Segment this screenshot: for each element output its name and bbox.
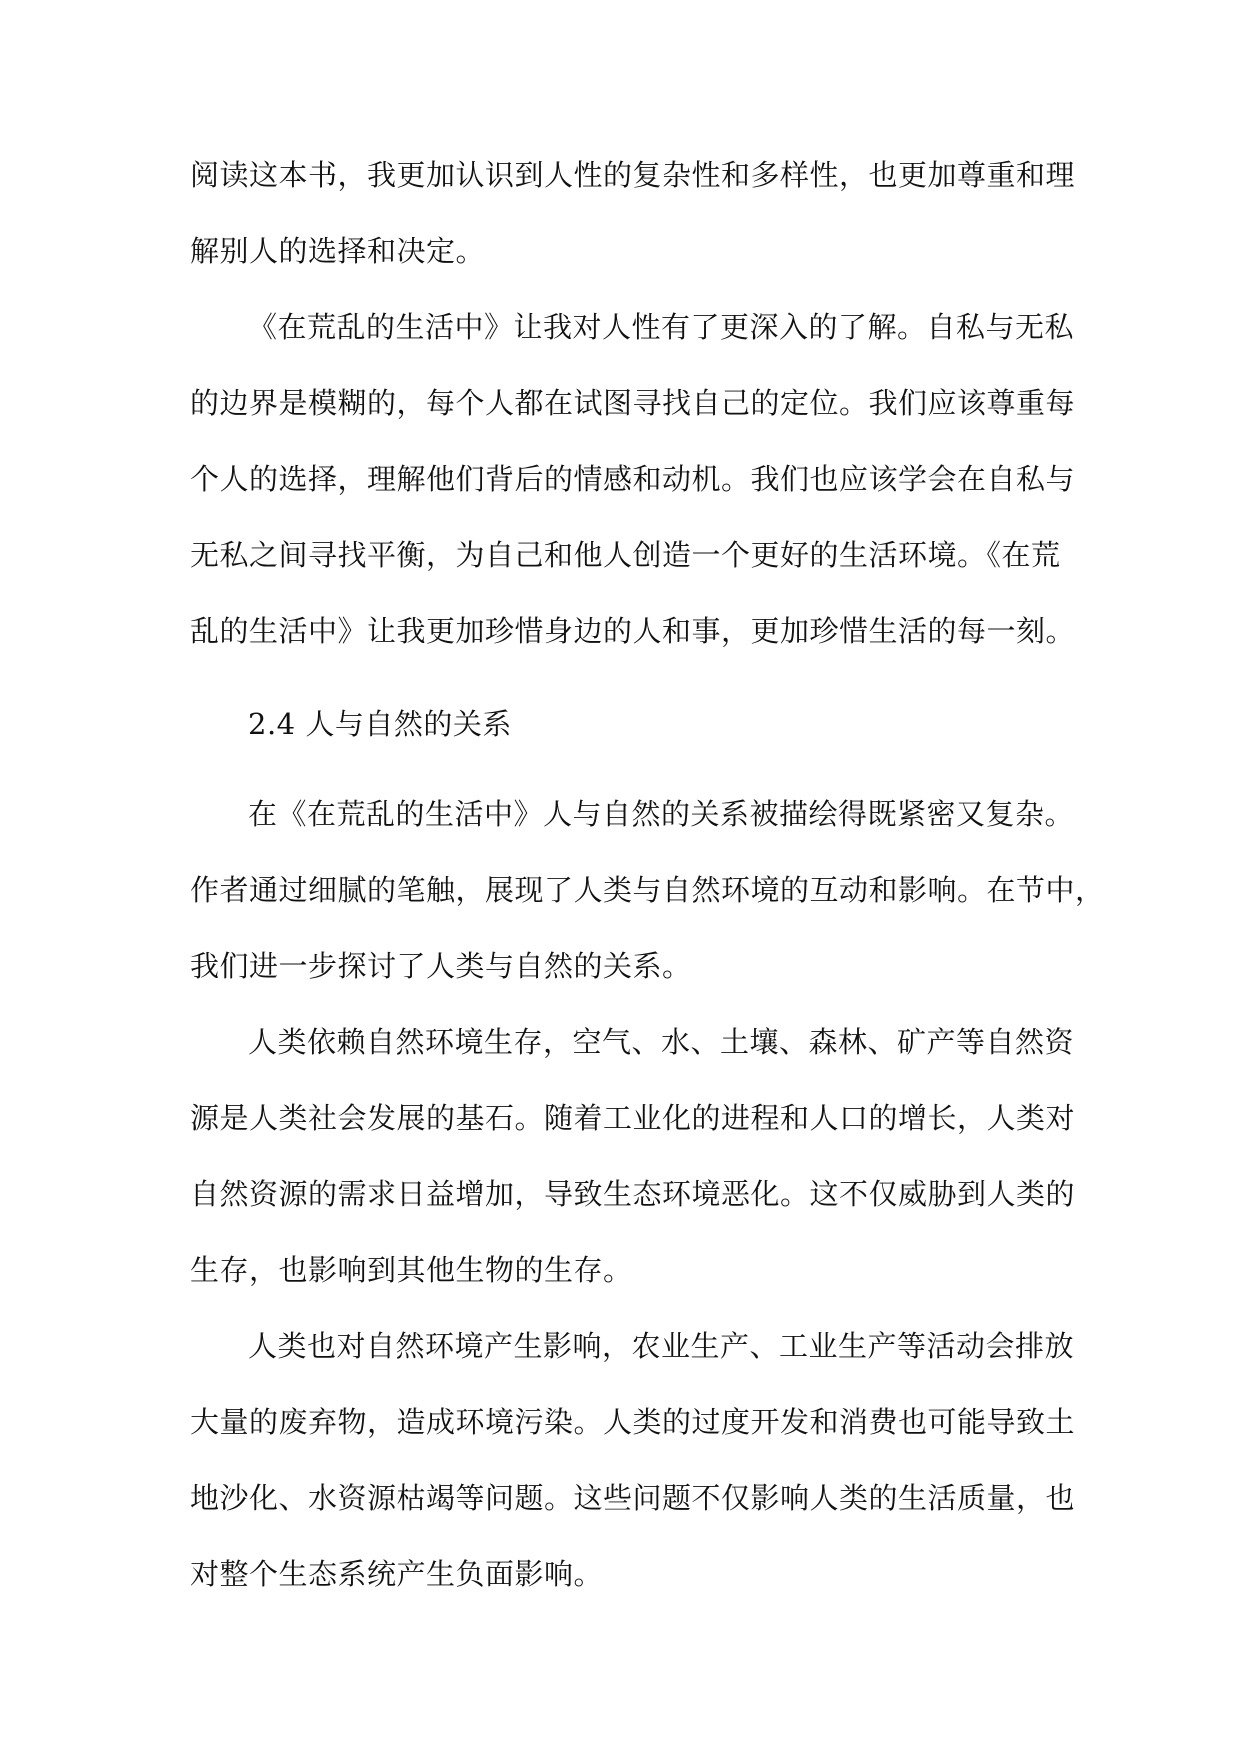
text-line: 乱的生活中》让我更加珍惜身边的人和事，更加珍惜生活的每一刻。 <box>190 614 1076 648</box>
text-line: 地沙化、水资源枯竭等问题。这些问题不仅影响人类的生活质量，也 <box>190 1481 1076 1515</box>
text-line: 人类也对自然环境产生影响，农业生产、工业生产等活动会排放 <box>248 1329 1075 1363</box>
text-line: 对整个生态系统产生负面影响。 <box>190 1557 604 1591</box>
text-line: 生存，也影响到其他生物的生存。 <box>190 1253 633 1287</box>
text-line: 《在荒乱的生活中》让我对人性有了更深入的了解。自私与无私 <box>248 310 1075 344</box>
text-line: 的边界是模糊的，每个人都在试图寻找自己的定位。我们应该尊重每 <box>190 386 1076 420</box>
section-heading: 2.4 人与自然的关系 <box>248 707 512 741</box>
text-line: 个人的选择，理解他们背后的情感和动机。我们也应该学会在自私与 <box>190 462 1076 496</box>
text-line: 我们进一步探讨了人类与自然的关系。 <box>190 949 692 983</box>
text-line: 源是人类社会发展的基石。随着工业化的进程和人口的增长，人类对 <box>190 1101 1076 1135</box>
text-line: 在《在荒乱的生活中》人与自然的关系被描绘得既紧密又复杂。 <box>248 797 1075 831</box>
text-line: 人类依赖自然环境生存，空气、水、土壤、森林、矿产等自然资 <box>248 1025 1075 1059</box>
text-line: 自然资源的需求日益增加，导致生态环境恶化。这不仅威胁到人类的 <box>190 1177 1076 1211</box>
text-line: 解别人的选择和决定。 <box>190 234 486 268</box>
text-line: 无私之间寻找平衡，为自己和他人创造一个更好的生活环境。《在荒 <box>190 538 1061 572</box>
text-line: 大量的废弃物，造成环境污染。人类的过度开发和消费也可能导致土 <box>190 1405 1076 1439</box>
text-line: 阅读这本书，我更加认识到人性的复杂性和多样性，也更加尊重和理 <box>190 158 1076 192</box>
body-text <box>190 137 1105 1612</box>
text-line: 作者通过细腻的笔触，展现了人类与自然环境的互动和影响。在节中， <box>190 873 1105 907</box>
